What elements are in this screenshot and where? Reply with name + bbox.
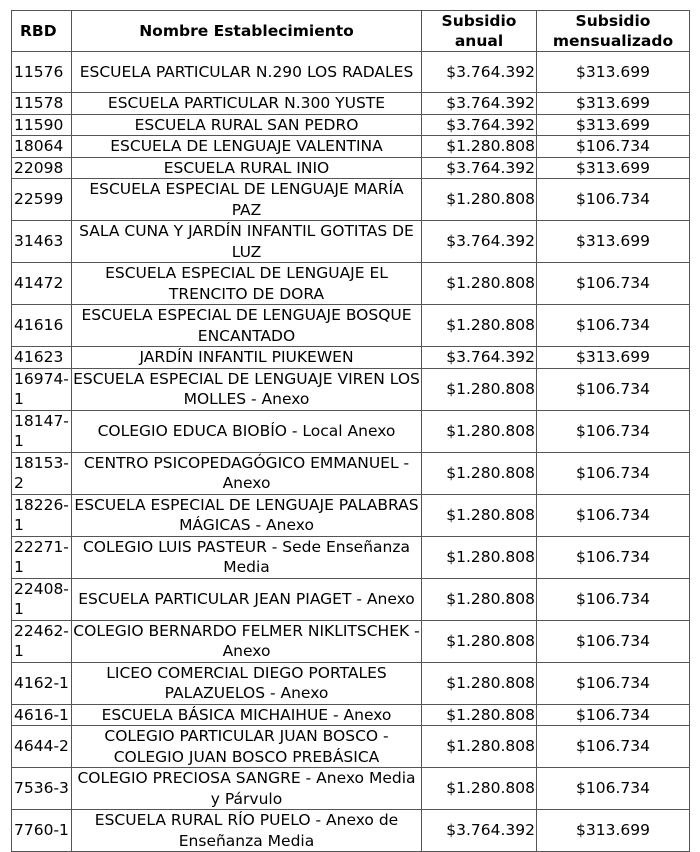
annual-subsidy-cell: $1.280.808 bbox=[422, 136, 537, 158]
establishment-name-cell: ESCUELA PARTICULAR JEAN PIAGET - Anexo bbox=[72, 578, 422, 620]
establishment-name-cell: ESCUELA DE LENGUAJE VALENTINA bbox=[72, 136, 422, 158]
table-row bbox=[12, 136, 690, 158]
monthly-subsidy-cell: $313.699 bbox=[537, 810, 690, 852]
table-row bbox=[12, 179, 690, 221]
table-row bbox=[12, 52, 690, 93]
table-row bbox=[12, 578, 690, 620]
annual-subsidy-cell: $3.764.392 bbox=[422, 221, 537, 263]
rbd-cell: 18147-1 bbox=[12, 410, 72, 452]
table-row bbox=[12, 263, 690, 305]
annual-subsidy-cell: $1.280.808 bbox=[422, 578, 537, 620]
establishment-name-cell: COLEGIO PARTICULAR JUAN BOSCO - COLEGIO JUAN BOSCO PREBÁSICA bbox=[72, 726, 422, 768]
monthly-subsidy-cell: $106.734 bbox=[537, 179, 690, 221]
establishment-name-cell: COLEGIO LUIS PASTEUR - Sede Enseñanza Media bbox=[72, 536, 422, 578]
annual-subsidy-cell: $1.280.808 bbox=[422, 410, 537, 452]
establishment-name-cell: ESCUELA PARTICULAR N.290 LOS RADALES bbox=[72, 52, 422, 93]
monthly-subsidy-cell: $313.699 bbox=[537, 347, 690, 369]
establishment-name-cell: ESCUELA BÁSICA MICHAIHUE - Anexo bbox=[72, 704, 422, 726]
subsidy-table bbox=[11, 10, 690, 852]
monthly-subsidy-cell: $313.699 bbox=[537, 93, 690, 115]
rbd-cell: 22098 bbox=[12, 157, 72, 179]
table-row bbox=[12, 620, 690, 662]
establishment-name-cell: LICEO COMERCIAL DIEGO PORTALES PALAZUELOS - Anexo bbox=[72, 662, 422, 704]
annual-subsidy-cell: $1.280.808 bbox=[422, 179, 537, 221]
annual-subsidy-cell: $3.764.392 bbox=[422, 52, 537, 93]
annual-subsidy-cell: $1.280.808 bbox=[422, 263, 537, 305]
rbd-cell: 11576 bbox=[12, 52, 72, 93]
monthly-subsidy-cell: $106.734 bbox=[537, 263, 690, 305]
table-header-row bbox=[12, 11, 690, 52]
monthly-subsidy-cell: $106.734 bbox=[537, 620, 690, 662]
rbd-cell: 18153-2 bbox=[12, 452, 72, 494]
table-row bbox=[12, 114, 690, 136]
annual-subsidy-cell: $1.280.808 bbox=[422, 536, 537, 578]
rbd-cell: 22462-1 bbox=[12, 620, 72, 662]
monthly-subsidy-cell: $106.734 bbox=[537, 768, 690, 810]
establishment-name-cell: ESCUELA ESPECIAL DE LENGUAJE EL TRENCITO DE DORA bbox=[72, 263, 422, 305]
establishment-name-cell: JARDÍN INFANTIL PIUKEWEN bbox=[72, 347, 422, 369]
table-row bbox=[12, 410, 690, 452]
rbd-cell: 7760-1 bbox=[12, 810, 72, 852]
monthly-subsidy-cell: $313.699 bbox=[537, 114, 690, 136]
annual-subsidy-cell: $3.764.392 bbox=[422, 347, 537, 369]
establishment-name-cell: SALA CUNA Y JARDÍN INFANTIL GOTITAS DE LUZ bbox=[72, 221, 422, 263]
monthly-subsidy-cell: $106.734 bbox=[537, 410, 690, 452]
monthly-subsidy-cell: $106.734 bbox=[537, 305, 690, 347]
monthly-subsidy-cell: $106.734 bbox=[537, 136, 690, 158]
rbd-cell: 41623 bbox=[12, 347, 72, 369]
monthly-subsidy-cell: $106.734 bbox=[537, 726, 690, 768]
monthly-subsidy-cell: $313.699 bbox=[537, 157, 690, 179]
table-row bbox=[12, 347, 690, 369]
monthly-subsidy-cell: $313.699 bbox=[537, 52, 690, 93]
establishment-name-cell: ESCUELA ESPECIAL DE LENGUAJE BOSQUE ENCANTADO bbox=[72, 305, 422, 347]
annual-subsidy-cell: $1.280.808 bbox=[422, 704, 537, 726]
establishment-name-cell: ESCUELA ESPECIAL DE LENGUAJE MARÍA PAZ bbox=[72, 179, 422, 221]
monthly-subsidy-cell: $106.734 bbox=[537, 452, 690, 494]
monthly-subsidy-cell: $106.734 bbox=[537, 578, 690, 620]
annual-subsidy-cell: $1.280.808 bbox=[422, 768, 537, 810]
rbd-cell: 22408-1 bbox=[12, 578, 72, 620]
table-row bbox=[12, 768, 690, 810]
annual-subsidy-cell: $1.280.808 bbox=[422, 726, 537, 768]
establishment-name-cell: ESCUELA RURAL SAN PEDRO bbox=[72, 114, 422, 136]
table-row bbox=[12, 704, 690, 726]
annual-subsidy-cell: $1.280.808 bbox=[422, 494, 537, 536]
annual-subsidy-cell: $3.764.392 bbox=[422, 93, 537, 115]
establishment-name-cell: ESCUELA ESPECIAL DE LENGUAJE VIREN LOS MOLLES - Anexo bbox=[73, 369, 420, 408]
monthly-subsidy-cell: $106.734 bbox=[537, 494, 690, 536]
rbd-cell: 22271-1 bbox=[12, 536, 72, 578]
establishment-name-cell: CENTRO PSICOPEDAGÓGICO EMMANUEL - Anexo bbox=[72, 452, 422, 494]
monthly-subsidy-cell: $106.734 bbox=[537, 662, 690, 704]
establishment-name-cell: ESCUELA ESPECIAL DE LENGUAJE PALABRAS MÁGICAS - Anexo bbox=[72, 494, 422, 536]
rbd-cell: 31463 bbox=[12, 221, 72, 263]
rbd-cell: 41472 bbox=[12, 263, 72, 305]
rbd-cell: 4644-2 bbox=[12, 726, 72, 768]
annual-subsidy-cell: $1.280.808 bbox=[422, 620, 537, 662]
annual-subsidy-cell: $3.764.392 bbox=[422, 810, 537, 852]
rbd-cell: 11590 bbox=[12, 114, 72, 136]
table-row bbox=[12, 305, 690, 347]
header-nombre-establecimiento: Nombre Establecimiento bbox=[72, 11, 422, 52]
establishment-name-cell: COLEGIO PRECIOSA SANGRE - Anexo Media y Párvulo bbox=[72, 768, 422, 810]
rbd-cell: 7536-3 bbox=[12, 768, 72, 810]
monthly-subsidy-cell: $106.734 bbox=[537, 536, 690, 578]
rbd-cell: 16974-1 bbox=[12, 368, 72, 410]
table-row bbox=[12, 494, 690, 536]
rbd-cell: 18226-1 bbox=[12, 494, 72, 536]
establishment-name-cell: ESCUELA PARTICULAR N.300 YUSTE bbox=[72, 93, 422, 115]
table-row bbox=[12, 157, 690, 179]
table-row bbox=[12, 368, 690, 410]
table-row bbox=[12, 221, 690, 263]
establishment-name-cell: ESCUELA RURAL RÍO PUELO - Anexo de Enseñanza Media bbox=[72, 810, 422, 852]
monthly-subsidy-cell: $106.734 bbox=[537, 704, 690, 726]
rbd-cell: 18064 bbox=[12, 136, 72, 158]
rbd-cell: 22599 bbox=[12, 179, 72, 221]
table-row bbox=[12, 810, 690, 852]
annual-subsidy-cell: $3.764.392 bbox=[422, 114, 537, 136]
establishment-name-cell: COLEGIO EDUCA BIOBÍO - Local Anexo bbox=[72, 410, 422, 452]
table-body bbox=[12, 52, 690, 852]
rbd-cell: 4162-1 bbox=[12, 662, 72, 704]
annual-subsidy-cell: $3.764.392 bbox=[422, 157, 537, 179]
header-subsidio-mensualizado: Subsidio mensualizado bbox=[537, 11, 690, 52]
header-subsidio-anual: Subsidio anual bbox=[422, 11, 537, 52]
table-row bbox=[12, 662, 690, 704]
monthly-subsidy-cell: $106.734 bbox=[537, 368, 690, 410]
table-row bbox=[12, 726, 690, 768]
annual-subsidy-cell: $1.280.808 bbox=[422, 662, 537, 704]
rbd-cell: 41616 bbox=[12, 305, 72, 347]
annual-subsidy-cell: $1.280.808 bbox=[422, 305, 537, 347]
rbd-cell: 11578 bbox=[12, 93, 72, 115]
establishment-name-cell: COLEGIO BERNARDO FELMER NIKLITSCHEK - Anexo bbox=[73, 621, 420, 660]
monthly-subsidy-cell: $313.699 bbox=[537, 221, 690, 263]
table-row bbox=[12, 93, 690, 115]
table-row bbox=[12, 452, 690, 494]
header-rbd: RBD bbox=[12, 11, 72, 52]
establishment-name-cell: ESCUELA RURAL INIO bbox=[72, 157, 422, 179]
rbd-cell: 4616-1 bbox=[12, 704, 72, 726]
annual-subsidy-cell: $1.280.808 bbox=[422, 368, 537, 410]
annual-subsidy-cell: $1.280.808 bbox=[422, 452, 537, 494]
table-row bbox=[12, 536, 690, 578]
